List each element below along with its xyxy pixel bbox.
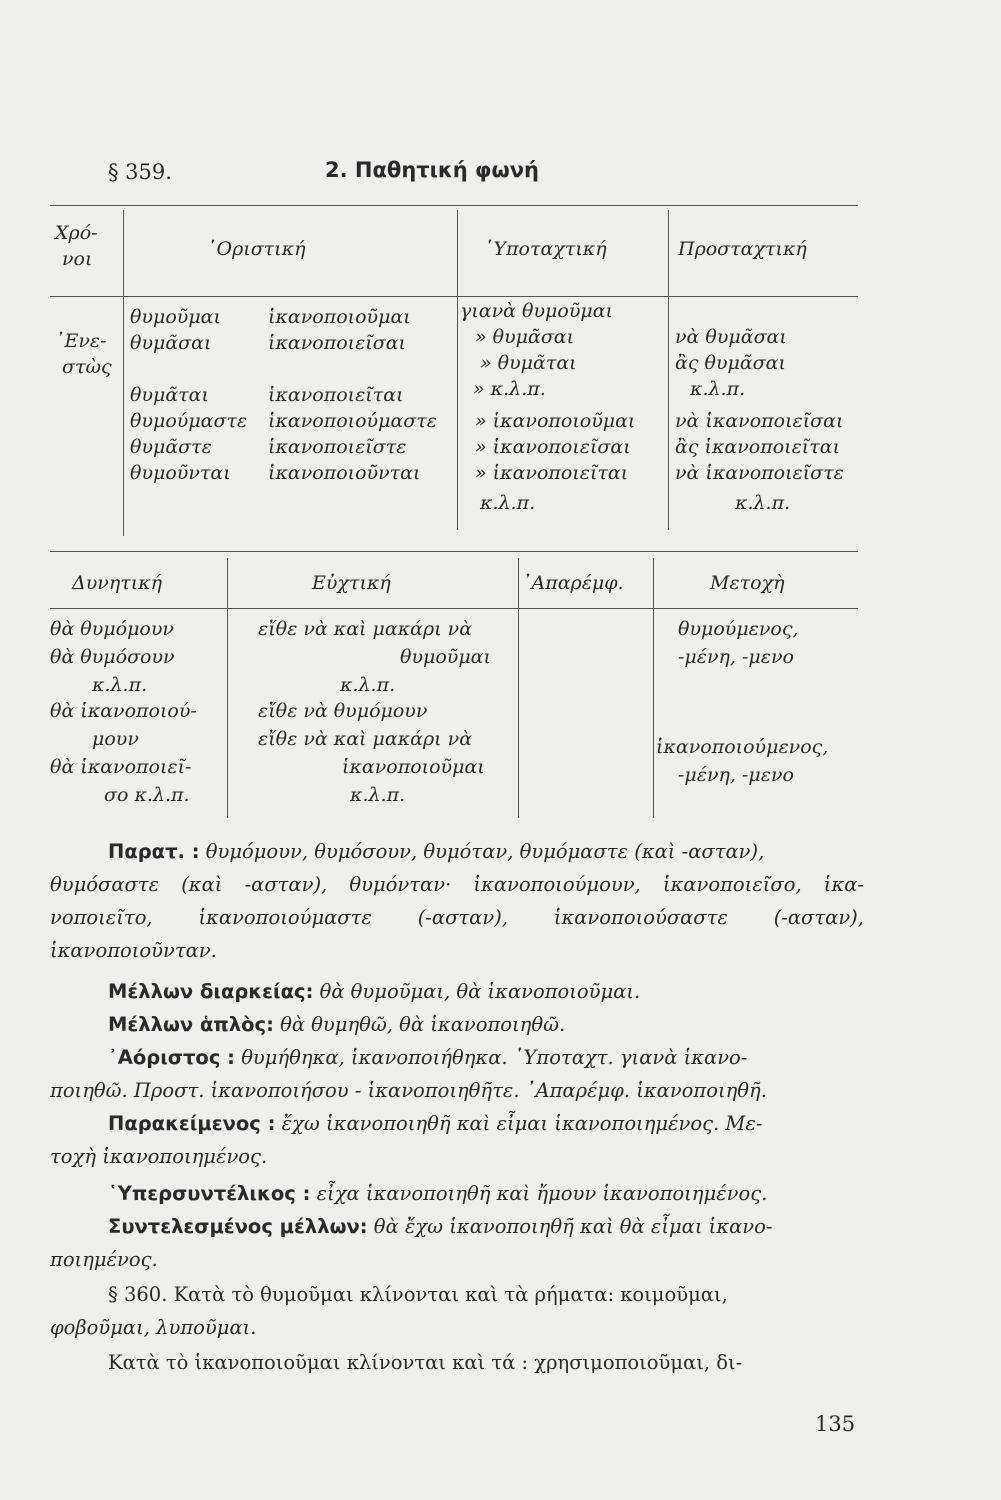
indicative-form: θυμοῦνται: [130, 462, 231, 484]
conditional-form: θὰ θυμόμουν: [50, 618, 174, 640]
mellon-diarkeias-line: [108, 980, 640, 1003]
tense-name-1: ᾿Ενε-: [55, 330, 107, 352]
page-number: 135: [815, 1412, 856, 1436]
hypersyntelikos-text: εἶχα ἱκανοποιηθῆ καὶ ἤμουν ἱκανοποιημένος.: [316, 1182, 768, 1205]
header-imperative: Προσταχτική: [678, 238, 807, 260]
header-conditional: Δυνητική: [72, 572, 163, 594]
optative-form: ἱκανοποιοῦμαι: [342, 756, 485, 778]
hypersyntelikos-line: [108, 1182, 767, 1205]
participle-form: -μένη, -μενο: [678, 646, 794, 668]
imperative-form: κ.λ.π.: [690, 378, 746, 400]
section-360-line-1: § 360. Κατὰ τὸ θυμοῦμαι κλίνονται καὶ τὰ ρήματα: κοιμοῦμαι,: [108, 1283, 728, 1306]
table2-divider: [653, 558, 654, 818]
imperative-form: νὰ θυμᾶσαι: [675, 326, 787, 348]
mellon-diarkeias-text: θὰ θυμοῦμαι, θὰ ἱκανοποιοῦμαι.: [319, 980, 641, 1003]
parakeimenos-label: Παρακείμενος :: [108, 1112, 276, 1135]
conditional-form: θὰ ἱκανοποιεῖ-: [50, 756, 192, 778]
section-360-line-2: φοβοῦμαι, λυποῦμαι.: [50, 1316, 257, 1339]
table1-header-rule: [50, 296, 858, 297]
aoristos-line-2: ποιηθῶ. Προστ. ἱκανοποιήσου - ἱκανοποιηθῆτε. ᾿Απαρέμφ. ἱκανοποιηθῆ.: [50, 1079, 767, 1102]
conditional-form: σο κ.λ.π.: [104, 784, 190, 806]
conditional-form: κ.λ.π.: [92, 674, 148, 696]
mellon-aplos-label: Μέλλων ἁπλὸς:: [108, 1013, 274, 1036]
syntelesmenos-text: θὰ ἔχω ἱκανοποιηθῆ καὶ θὰ εἶμαι ἱκανο-: [373, 1215, 773, 1238]
header-tenses-2: νοι: [62, 248, 93, 270]
imperative-form: νὰ ἱκανοποιεῖστε: [675, 462, 844, 484]
aoristos-label: ᾿Αόριστος :: [108, 1046, 235, 1069]
parakeimenos-text: ἔχω ἱκανοποιηθῆ καὶ εἶμαι ἱκανοποιημένος. Με-: [281, 1112, 763, 1135]
table1-divider: [457, 210, 458, 530]
participle-form: θυμούμενος,: [678, 618, 799, 640]
table2-header-rule: [50, 608, 858, 609]
indicative-form: ἱκανοποιούμαστε: [268, 410, 437, 432]
conditional-form: θὰ θυμόσουν: [50, 646, 175, 668]
subjunctive-form: » ἱκανοποιοῦμαι: [475, 410, 636, 432]
indicative-form: ἱκανοποιοῦνται: [268, 462, 421, 484]
optative-form: κ.λ.π.: [340, 674, 396, 696]
imperative-form: ἂς θυμᾶσαι: [675, 352, 786, 374]
parat-label: Παρατ. :: [108, 840, 200, 863]
indicative-form: ἱκανοποιοῦμαι: [268, 306, 411, 328]
indicative-form: θυμᾶσαι: [130, 332, 212, 354]
parat-line-1: [108, 840, 864, 863]
indicative-form: θυμοῦμαι: [130, 306, 221, 328]
participle-form: -μένη, -μενο: [678, 764, 794, 786]
subjunctive-form: » ἱκανοποιεῖσαι: [475, 436, 631, 458]
parakeimenos-line-1: [108, 1112, 762, 1135]
indicative-form: ἱκανοποιεῖσαι: [268, 332, 407, 354]
tense-name-2: στὼς: [62, 356, 112, 378]
subjunctive-form: » θυμᾶται: [480, 352, 577, 374]
mellon-aplos-text: θὰ θυμηθῶ, θὰ ἱκανοποιηθῶ.: [280, 1013, 566, 1036]
optative-form: κ.λ.π.: [350, 784, 406, 806]
mellon-aplos-line: [108, 1013, 565, 1036]
imperative-form: ἂς ἱκανοποιεῖται: [675, 436, 841, 458]
parakeimenos-line-2: τοχὴ ἱκανοποιημένος.: [50, 1145, 268, 1168]
page-title: 2. Παθητική φωνή: [325, 158, 539, 182]
syntelesmenos-label: Συντελεσμένος μέλλων:: [108, 1215, 368, 1238]
subjunctive-form: » ἱκανοποιεῖται: [475, 462, 629, 484]
subjunctive-form: » θυμᾶσαι: [475, 326, 575, 348]
conditional-form: θὰ ἱκανοποιού-: [50, 700, 197, 722]
participle-form: ἱκανοποιούμενος,: [656, 736, 829, 758]
indicative-form: ἱκανοποιεῖται: [268, 384, 404, 406]
subjunctive-form: κ.λ.π.: [480, 492, 536, 514]
indicative-form: ἱκανοποιεῖστε: [268, 436, 407, 458]
header-infinitive: ᾿Απαρέμφ.: [522, 572, 624, 594]
table2-divider: [227, 558, 228, 818]
subjunctive-form: » κ.λ.π.: [473, 378, 546, 400]
syntelesmenos-line-1: [108, 1215, 772, 1238]
subjunctive-form: γιανὰ θυμοῦμαι: [460, 300, 614, 322]
indicative-form: θυμούμαστε: [130, 410, 248, 432]
syntelesmenos-line-2: ποιημένος.: [50, 1248, 158, 1271]
table1-top-rule: [50, 205, 858, 206]
aoristos-text: θυμήθηκα, ἱκανοποιήθηκα. ῾Υποταχτ. γιανὰ ἱκανο-: [241, 1046, 748, 1069]
parat-line-3: νοποιεῖτο, ἱκανοποιούμαστε (-ασταν), ἱκανοποιούσαστε (-ασταν),: [50, 906, 864, 929]
section-number: § 359.: [108, 160, 172, 184]
header-subjunctive: ῾Υποταχτική: [484, 238, 607, 260]
parat-text: θυμόμουν, θυμόσουν, θυμόταν, θυμόμαστε (καὶ -ασταν),: [205, 840, 765, 863]
header-tenses-1: Χρό-: [55, 222, 98, 244]
imperative-form: κ.λ.π.: [735, 492, 791, 514]
conditional-form: μουν: [92, 728, 139, 750]
imperative-form: νὰ ἱκανοποιεῖσαι: [675, 410, 844, 432]
header-optative: Εὐχτική: [312, 572, 391, 594]
header-indicative: ῾Οριστική: [207, 238, 306, 260]
indicative-form: θυμᾶστε: [130, 436, 212, 458]
parat-line-4: ἱκανοποιοῦνταν.: [50, 939, 217, 962]
table1-divider: [123, 210, 124, 536]
parat-line-2: θυμόσαστε (καὶ -ασταν), θυμόνταν· ἱκανοποιούμουν, ἱκανοποιεῖσο, ἱκα-: [50, 873, 864, 896]
table1-divider: [668, 210, 669, 530]
hypersyntelikos-label: ῾Υπερσυντέλικος :: [108, 1182, 311, 1205]
optative-form: εἴθε νὰ καὶ μακάρι νὰ: [258, 728, 473, 750]
aoristos-line-1: [108, 1046, 747, 1069]
table2-divider: [518, 558, 519, 818]
mellon-diarkeias-label: Μέλλων διαρκείας:: [108, 980, 314, 1003]
table2-top-rule: [50, 551, 858, 552]
header-participle: Μετοχὴ: [710, 572, 785, 594]
final-line: Κατὰ τὸ ἱκανοποιοῦμαι κλίνονται καὶ τά : χρησιμοποιοῦμαι, δι-: [108, 1351, 743, 1374]
optative-form: εἴθε νὰ καὶ μακάρι νὰ: [258, 618, 473, 640]
optative-form: θυμοῦμαι: [400, 646, 491, 668]
optative-form: εἴθε νὰ θυμόμουν: [258, 700, 428, 722]
indicative-form: θυμᾶται: [130, 384, 209, 406]
